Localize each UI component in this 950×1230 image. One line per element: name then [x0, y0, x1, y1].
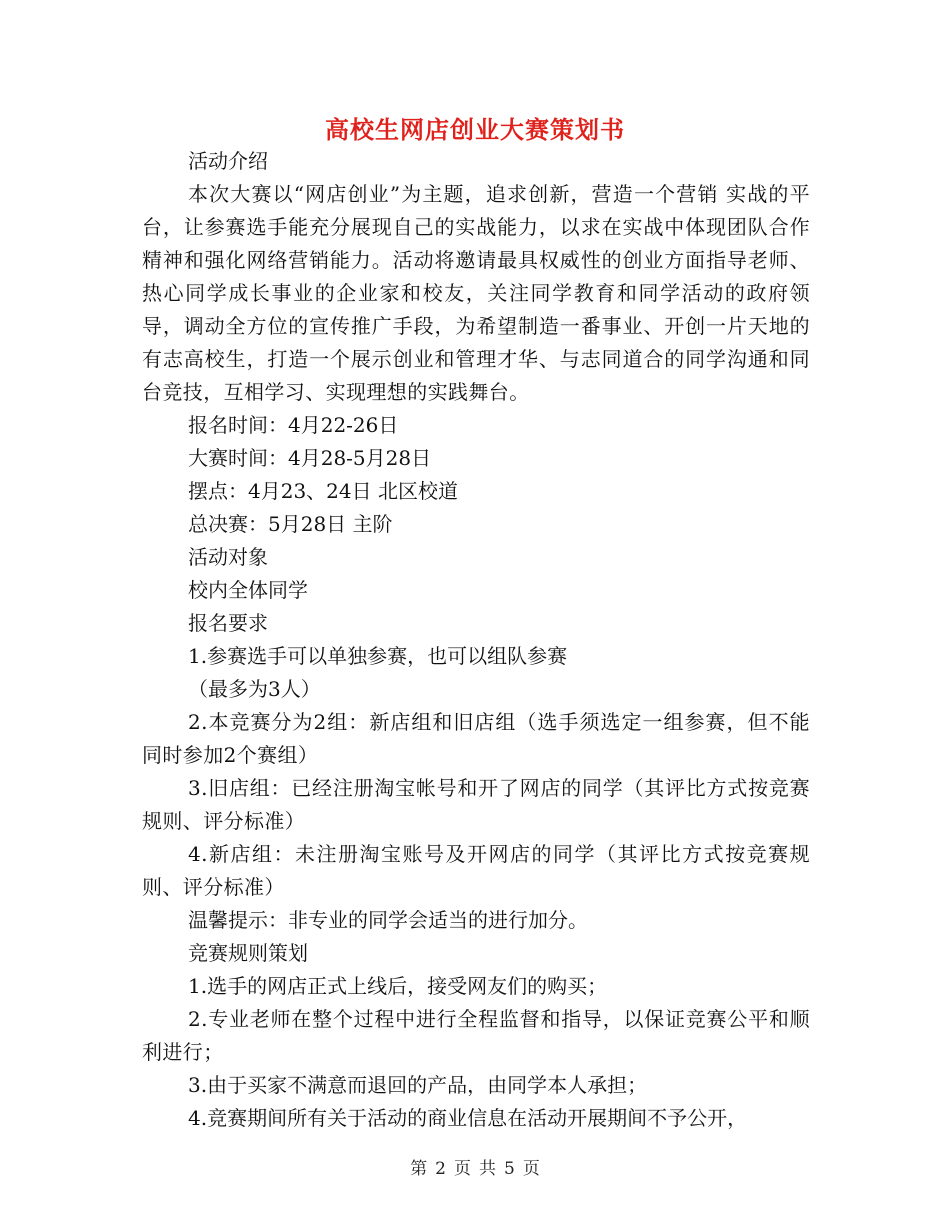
page-prefix: 第	[410, 1159, 428, 1179]
booth-info: 摆点：4月23、24日 北区校道	[188, 479, 458, 503]
requirement-item: 1.参赛选手可以单独参赛，也可以组队参赛	[188, 644, 568, 668]
document-title: 高校生网店创业大赛策划书	[325, 115, 625, 144]
page-total-prefix: 共	[479, 1159, 496, 1179]
section-heading-requirements: 报名要求	[188, 611, 268, 635]
rule-item: 1.选手的网店正式上线后，接受网友们的购买；	[188, 974, 608, 998]
section-heading-rules: 竞赛规则策划	[188, 941, 308, 965]
page-mid: 页	[454, 1159, 471, 1179]
audience-text: 校内全体同学	[188, 578, 308, 602]
requirement-item: 2.本竞赛分为2组：新店组和旧店组（选手须选定一组参赛，但不能同时参加2个赛组）	[142, 710, 810, 767]
section-heading-audience: 活动对象	[188, 545, 268, 569]
final-info: 总决赛：5月28日 主阶	[188, 512, 393, 536]
page-suffix: 页	[522, 1159, 540, 1179]
rule-item: 4.竞赛期间所有关于活动的商业信息在活动开展期间不予公开，	[188, 1106, 748, 1130]
page-total: 5	[504, 1159, 515, 1179]
section-heading-intro: 活动介绍	[188, 149, 268, 173]
document-body	[142, 145, 810, 1135]
page-current: 2	[435, 1159, 446, 1179]
intro-paragraph: 本次大赛以“网店创业”为主题，追求创新，营造一个营销 实战的平台，让参赛选手能充分展现自己的实战能力，以求在实战中体现团队合作精神和强化网络营销能力。活动将邀请最具权威性的创业方面指导老师、热心同学成长事业的企业家和校友，关注同学教育和同学活动的政府领导，调动全方位的宣传推广手段，为希望制造一番事业、开创一片天地的有志高校生，打造一个展示创业和管理才华、与志同道合的同学沟通和同台竞技，互相学习、实现理想的实践舞台。	[142, 182, 810, 404]
contest-time: 大赛时间：4月28-5月28日	[188, 446, 432, 470]
requirement-item: 3.旧店组：已经注册淘宝帐号和开了网店的同学（其评比方式按竞赛规则、评分标准）	[142, 776, 810, 833]
requirement-item: 4.新店组：未注册淘宝账号及开网店的同学（其评比方式按竞赛规则、评分标准）	[142, 842, 810, 899]
rule-item: 2.专业老师在整个过程中进行全程监督和指导，以保证竞赛公平和顺利进行；	[142, 1007, 810, 1064]
page-footer	[0, 1154, 950, 1179]
registration-time: 报名时间：4月22-26日	[188, 413, 399, 437]
rule-item: 3.由于买家不满意而退回的产品，由同学本人承担；	[188, 1073, 648, 1097]
requirement-note: （最多为3人）	[188, 677, 321, 701]
tip-text: 温馨提示：非专业的同学会适当的进行加分。	[188, 908, 588, 932]
